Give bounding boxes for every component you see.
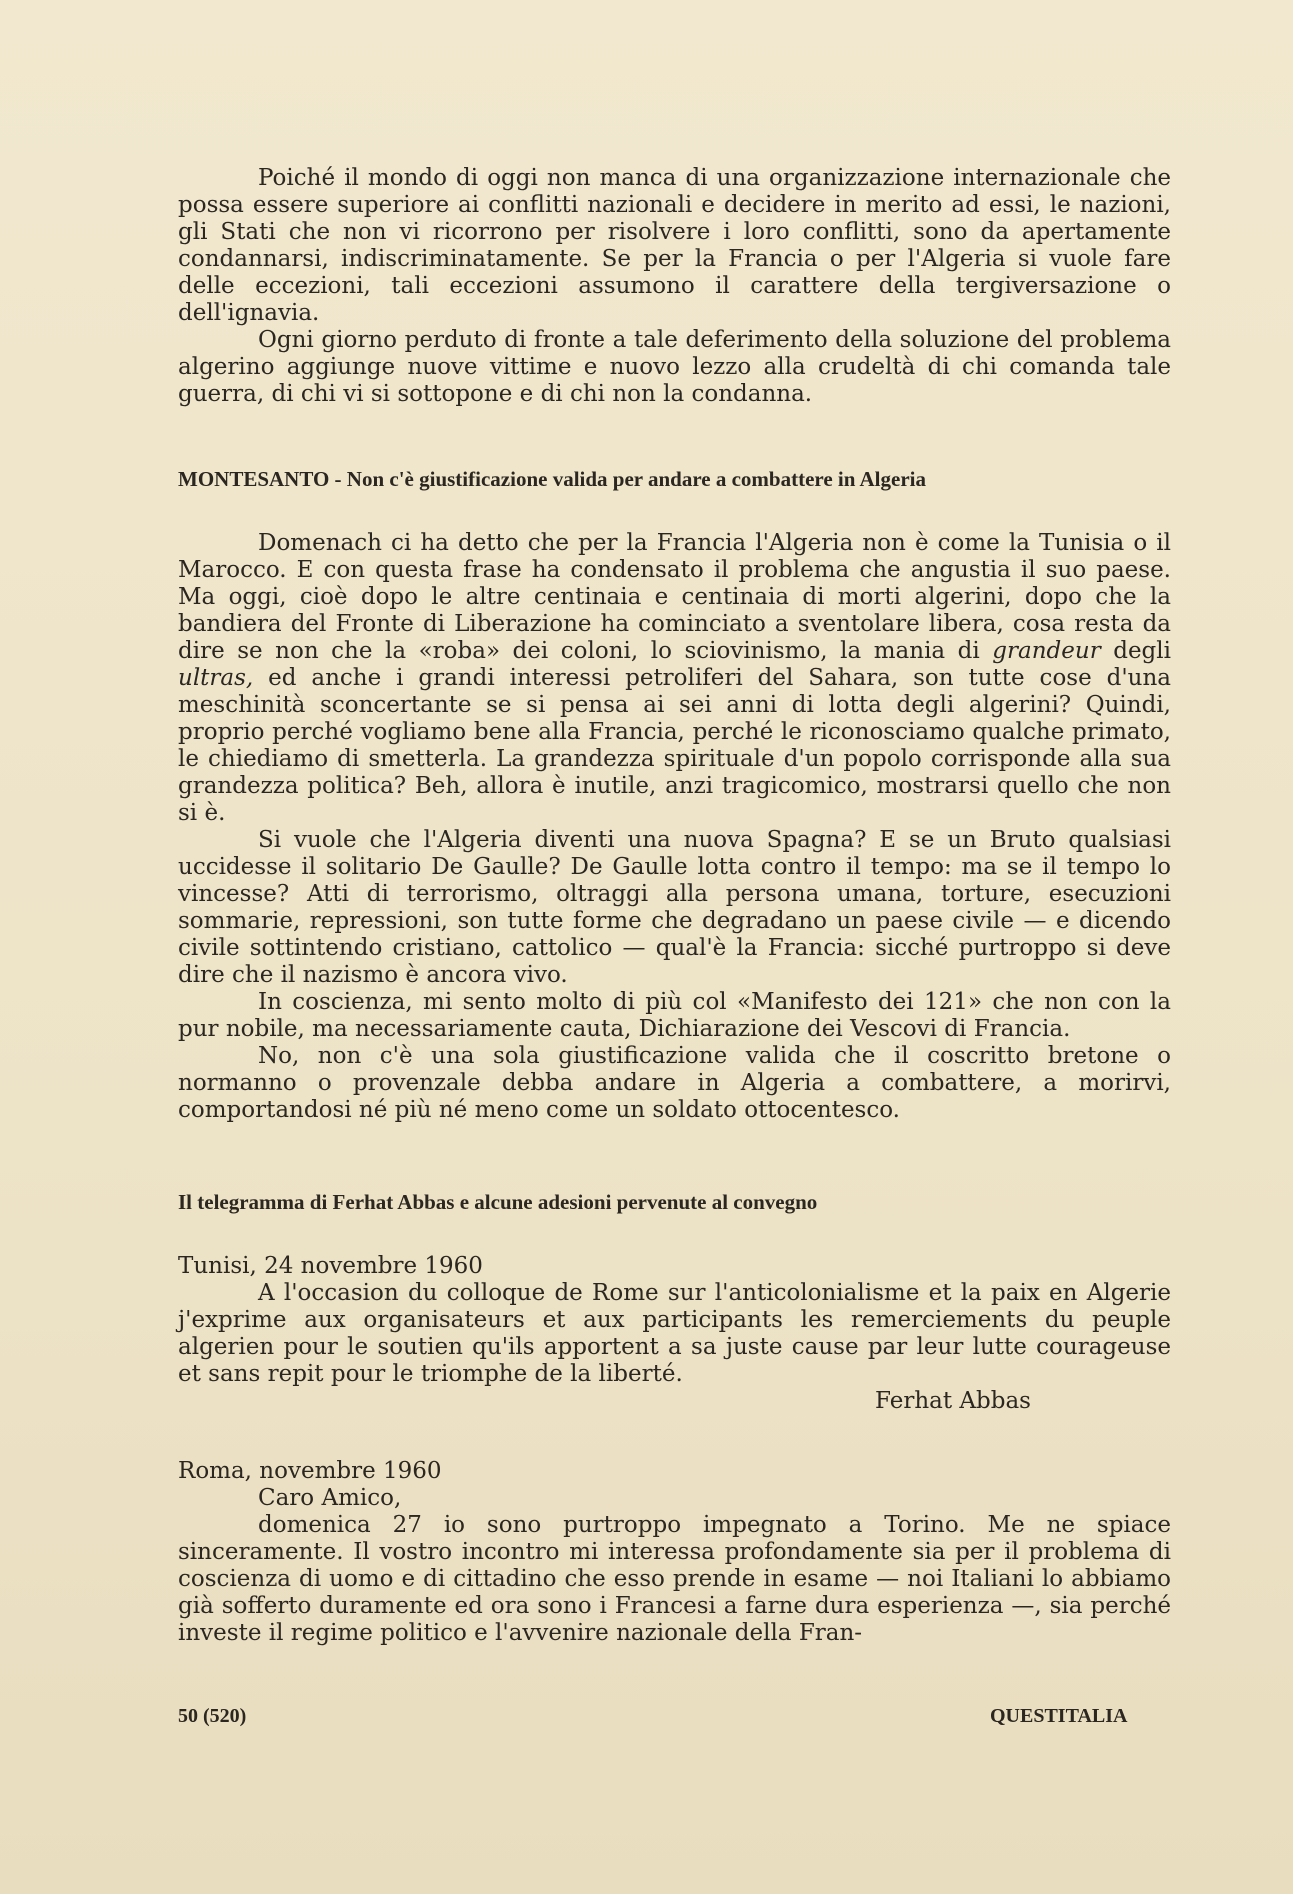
italic-term: grandeur xyxy=(992,638,1101,664)
section-heading: MONTESANTO - Non c'è giustificazione valida per andare a combattere in Algeria xyxy=(178,467,926,491)
letter-body: domenica 27 io sono purtroppo impegnato a Torino. Me ne spiace sinceramente. Il vostro incontro mi interessa profondamente sia per il problema di coscienza di uomo e di cittadino che esso prende in esame — noi Italiani lo abbiamo già sofferto duramente ed ora sono i Francesi a farne dura esperienza —, sia perché investe il regime politico e l'avvenire nazionale della Fran- xyxy=(178,1512,1171,1646)
signature: Ferhat Abbas xyxy=(875,1388,1031,1414)
dateline: Roma, novembre 1960 xyxy=(178,1458,442,1484)
salutation: Caro Amico, xyxy=(258,1485,402,1511)
section-3 xyxy=(178,1253,1171,1415)
dateline: Tunisi, 24 novembre 1960 xyxy=(178,1253,483,1279)
paragraph: In coscienza, mi sento molto di più col «Manifesto dei 121» che non con la pur nobile, ma necessariamente cauta, Dichiarazione dei Vescovi di Francia. xyxy=(178,989,1171,1042)
paragraph: Ogni giorno perduto di fronte a tale deferimento della soluzione del problema algerino aggiunge nuove vittime e nuovo lezzo alla crudeltà di chi comanda tale guerra, di chi vi si sottopone e di chi non la condanna. xyxy=(178,327,1171,407)
paragraph: Poiché il mondo di oggi non manca di una organizzazione internazionale che possa essere superiore ai conflitti nazionali e decidere in merito ad essi, le nazioni, gli Stati che non vi ricorrono per risolvere i loro conflitti, sono da apertamente condannarsi, indiscriminatamente. Se per la Francia o per l'Algeria si vuole fare delle eccezioni, tali eccezioni assumono il carattere della tergiversazione o dell'ignavia. xyxy=(178,165,1171,326)
section-1 xyxy=(178,165,1171,408)
paragraph: Domenach ci ha detto che per la Francia l'Algeria non è come la Tunisia o il Marocco. E con questa frase ha condensato il problema che angustia il suo paese. Ma oggi, cioè dopo le altre centinaia e centinaia di morti algerini, dopo che la bandiera del Fronte di Liberazione ha cominciato a sventolare libera, cosa resta da dire se non che la «roba» dei coloni, lo sciovinismo, la mania di grandeur degli ultras, ed anche i grandi interessi petroliferi del Sahara, son tutte cose d'una meschinità sconcertante se si pensa ai sei anni di lotta degli algerini? Quindi, proprio perché vogliamo bene alla Francia, perché le riconosciamo qualche primato, le chiediamo di smetterla. La grandezza spirituale d'un popolo corrisponde alla sua grandezza politica? Beh, allora è inutile, anzi tragicomico, mostrarsi quello che non si è. xyxy=(178,530,1171,826)
page-number: 50 (520) xyxy=(178,1705,247,1727)
section-2 xyxy=(178,530,1171,1124)
journal-name: QUESTITALIA xyxy=(990,1705,1128,1727)
section-4 xyxy=(178,1458,1171,1647)
letter-body: A l'occasion du colloque de Rome sur l'anticolonialisme et la paix en Algerie j'exprime aux organisateurs et aux participants les remerciements du peuple algerien pour le soutien qu'ils apportent a sa juste cause par leur lutte courageuse et sans repit pour le triomphe de la liberté. xyxy=(178,1280,1171,1387)
paragraph: Si vuole che l'Algeria diventi una nuova Spagna? E se un Bruto qualsiasi uccidesse il solitario De Gaulle? De Gaulle lotta contro il tempo: ma se il tempo lo vincesse? Atti di terrorismo, oltraggi alla persona umana, torture, esecuzioni sommarie, repressioni, son tutte forme che degradano un paese civile — e dicendo civile sottintendo cristiano, cattolico — qual'è la Francia: sicché purtroppo si deve dire che il nazismo è ancora vivo. xyxy=(178,827,1171,988)
section-heading: Il telegramma di Ferhat Abbas e alcune adesioni pervenute al convegno xyxy=(178,1190,818,1214)
paragraph: No, non c'è una sola giustificazione valida che il coscritto bretone o normanno o provenzale debba andare in Algeria a combattere, a morirvi, comportandosi né più né meno come un soldato ottocentesco. xyxy=(178,1043,1171,1123)
italic-term: ultras, xyxy=(178,665,254,691)
